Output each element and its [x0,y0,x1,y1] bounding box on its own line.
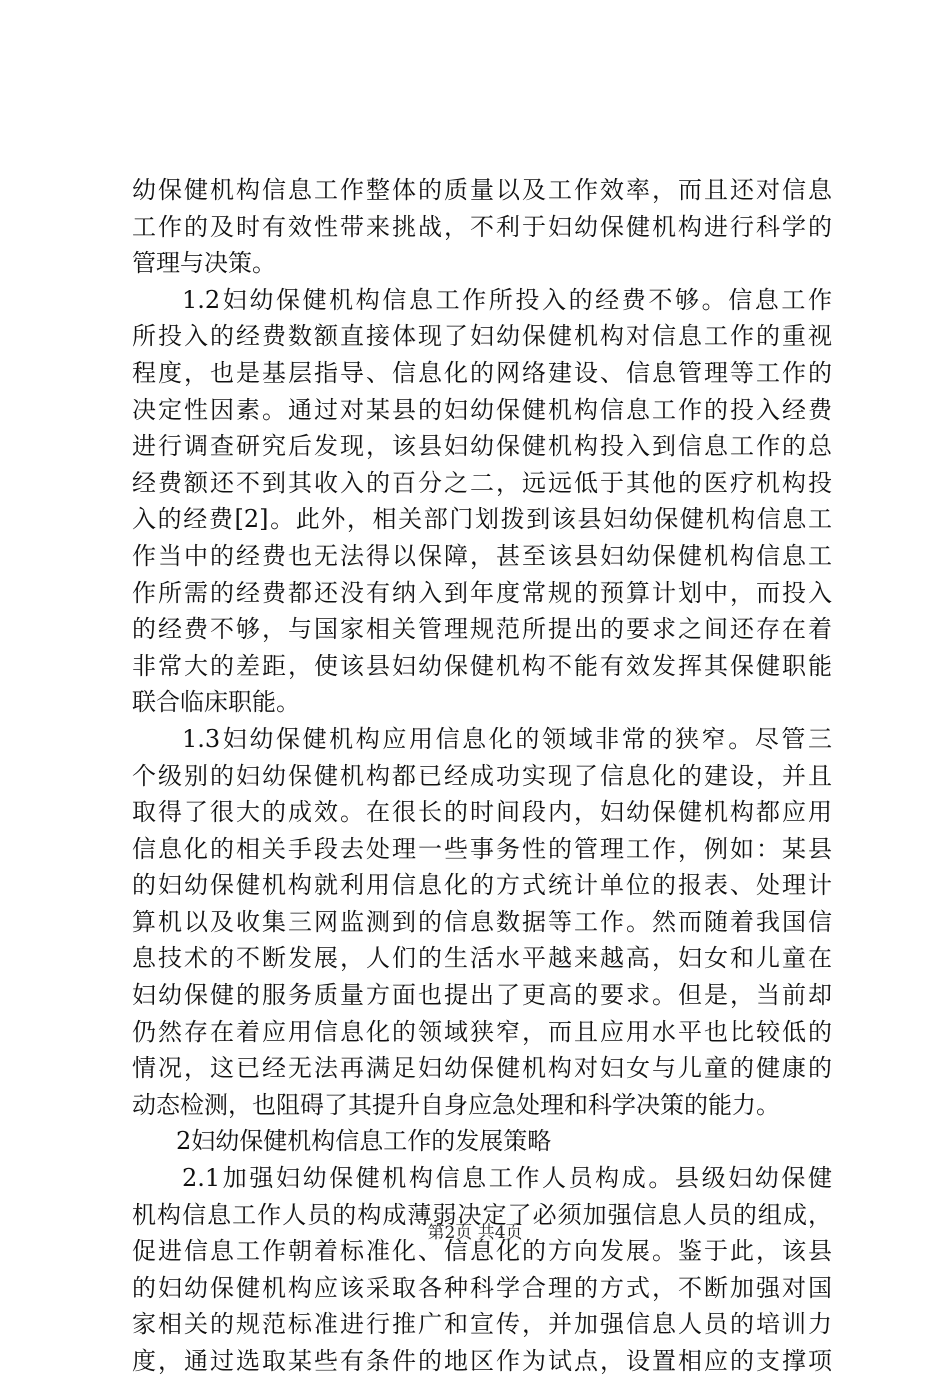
text-line: 管理与决策。 [132,249,276,278]
text-line: 信息化的相关手段去处理一些事务性的管理工作，例如：某县 [132,834,832,863]
text-line: 机构信息工作人员的构成薄弱决定了必须加强信息人员的组成， [132,1200,832,1229]
text-line: 情况，这已经无法再满足妇幼保健机构对妇女与儿童的健康的 [132,1054,832,1083]
text-line: 联合临床职能。 [132,688,300,717]
text-line: 幼保健机构信息工作整体的质量以及工作效率，而且还对信息 [132,176,832,204]
body-text [132,172,832,1380]
section-heading-2-1: 2.1加强妇幼保健机构信息工作人员构成。县级妇幼保健 [182,1164,832,1193]
text-line: 的妇幼保健机构应该采取各种科学合理的方式，不断加强对国 [132,1273,832,1302]
text-line: 决定性因素。通过对某县的妇幼保健机构信息工作的投入经费 [132,395,832,424]
text-line: 息技术的不断发展，人们的生活水平越来越高，妇女和儿童在 [132,944,832,973]
text-line: 家相关的规范标准进行推广和宣传，并加强信息人员的培训力 [132,1310,832,1339]
text-line: 非常大的差距，使该县妇幼保健机构不能有效发挥其保健职能 [132,651,832,680]
text-line: 作所需的经费都还没有纳入到年度常规的预算计划中，而投入 [132,578,832,607]
text-line: 促进信息工作朝着标准化、信息化的方向发展。鉴于此，该县 [132,1237,832,1266]
section-heading-1-2: 1.2妇幼保健机构信息工作所投入的经费不够。信息工作 [182,285,832,314]
text-line: 度，通过选取某些有条件的地区作为试点，设置相应的支撑项 [132,1347,832,1375]
text-line: 仍然存在着应用信息化的领域狭窄，而且应用水平也比较低的 [132,1017,832,1046]
section-heading-2: 2妇幼保健机构信息工作的发展策略 [176,1127,552,1156]
text-line: 的经费不够，与国家相关管理规范所提出的要求之间还存在着 [132,615,832,644]
page-footer: 第2页 共4页 [427,1223,523,1243]
text-line: 进行调查研究后发现，该县妇幼保健机构投入到信息工作的总 [132,432,832,461]
text-line: 的妇幼保健机构就利用信息化的方式统计单位的报表、处理计 [132,871,832,900]
text-line: 取得了很大的成效。在很长的时间段内，妇幼保健机构都应用 [132,798,832,827]
text-line: 入的经费[2]。此外，相关部门划拨到该县妇幼保健机构信息工 [132,505,832,534]
text-line: 工作的及时有效性带来挑战，不利于妇幼保健机构进行科学的 [132,212,832,241]
text-line: 作当中的经费也无法得以保障，甚至该县妇幼保健机构信息工 [132,541,832,570]
text-line: 个级别的妇幼保健机构都已经成功实现了信息化的建设，并且 [132,761,832,790]
text-line: 所投入的经费数额直接体现了妇幼保健机构对信息工作的重视 [132,322,832,351]
text-line: 动态检测，也阻碍了其提升自身应急处理和科学决策的能力。 [132,1090,780,1119]
text-line: 经费额还不到其收入的百分之二，远远低于其他的医疗机构投 [132,468,832,497]
text-line: 程度，也是基层指导、信息化的网络建设、信息管理等工作的 [132,358,832,387]
section-heading-1-3: 1.3妇幼保健机构应用信息化的领域非常的狭窄。尽管三 [182,724,832,753]
text-line: 算机以及收集三网监测到的信息数据等工作。然而随着我国信 [132,907,832,936]
text-line: 妇幼保健的服务质量方面也提出了更高的要求。但是，当前却 [132,981,832,1010]
